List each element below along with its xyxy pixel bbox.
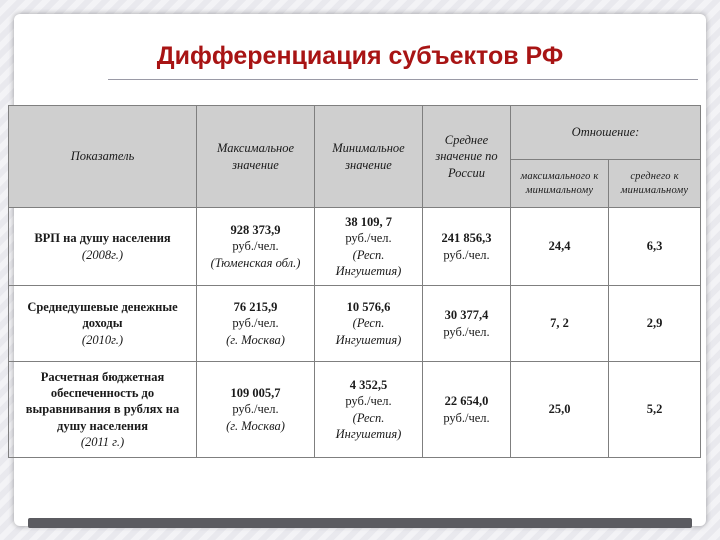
- avg-value: 30 377,4: [444, 308, 489, 323]
- indicator-year: (2010г.): [81, 332, 124, 347]
- table-row: [9, 208, 701, 286]
- page-title: Дифференциация субъектов РФ: [156, 42, 564, 70]
- indicator-year: (2011 г.): [80, 434, 125, 449]
- indicator-cell: [9, 362, 197, 458]
- ratio-max-min: 25,0: [511, 362, 609, 458]
- max-unit: руб./чел.: [232, 402, 279, 417]
- min-value: 4 352,5: [349, 378, 388, 392]
- header-avg: Среднее значение по России: [423, 106, 511, 208]
- table-row: [9, 286, 701, 362]
- max-value: 76 215,9: [233, 300, 278, 315]
- max-region: (г. Москва): [226, 418, 285, 433]
- min-cell: [315, 208, 423, 286]
- max-unit: руб./чел.: [232, 239, 279, 254]
- indicator-cell: [9, 208, 197, 286]
- avg-unit: руб./чел.: [443, 247, 490, 262]
- max-unit: руб./чел.: [232, 316, 279, 331]
- min-region: (Респ. Ингушетия): [335, 247, 402, 278]
- indicator-cell: [9, 286, 197, 362]
- max-cell: [197, 208, 315, 286]
- avg-cell: [423, 362, 511, 458]
- min-region: (Респ. Ингушетия): [335, 410, 402, 441]
- max-value: 109 005,7: [230, 386, 281, 401]
- indicator-name: Среднедушевые денежные доходы: [27, 300, 178, 331]
- ratio-max-min: 24,4: [511, 208, 609, 286]
- min-unit: руб./чел.: [345, 231, 392, 246]
- avg-value: 22 654,0: [444, 394, 489, 409]
- table-row: [9, 362, 701, 458]
- avg-value: 241 856,3: [441, 231, 492, 246]
- header-ratio-max-min: максимального к минимальному: [511, 160, 609, 208]
- indicator-year: (2008г.): [81, 247, 124, 262]
- ratio-avg-min: 2,9: [609, 286, 701, 362]
- header-ratio-avg-min: среднего к минимальному: [609, 160, 701, 208]
- max-value: 928 373,9: [230, 223, 281, 238]
- header-ratio: Отношение:: [511, 106, 701, 160]
- min-value: 38 109, 7: [345, 215, 392, 229]
- indicator-name: Расчетная бюджетная обеспеченность до выравнивания в рублях на душу населения: [25, 369, 180, 433]
- min-region: (Респ. Ингушетия): [335, 316, 402, 347]
- avg-cell: [423, 208, 511, 286]
- min-cell: [315, 286, 423, 362]
- header-max: Максимальное значение: [197, 106, 315, 208]
- avg-cell: [423, 286, 511, 362]
- max-cell: [197, 286, 315, 362]
- max-cell: [197, 362, 315, 458]
- slide-bottom-bar: [28, 518, 692, 528]
- avg-unit: руб./чел.: [443, 324, 490, 339]
- max-region: (Тюменская обл.): [210, 255, 301, 270]
- ratio-max-min: 7, 2: [511, 286, 609, 362]
- min-value: 10 576,6: [346, 300, 391, 315]
- max-region: (г. Москва): [226, 332, 285, 347]
- min-cell: [315, 362, 423, 458]
- title-divider: [108, 79, 698, 80]
- avg-unit: руб./чел.: [443, 410, 490, 425]
- differentiation-table: [8, 105, 701, 458]
- header-indicator: Показатель: [9, 106, 197, 208]
- ratio-avg-min: 6,3: [609, 208, 701, 286]
- ratio-avg-min: 5,2: [609, 362, 701, 458]
- header-min: Минимальное значение: [315, 106, 423, 208]
- min-unit: руб./чел.: [345, 394, 392, 409]
- indicator-name: ВРП на душу населения: [34, 231, 171, 246]
